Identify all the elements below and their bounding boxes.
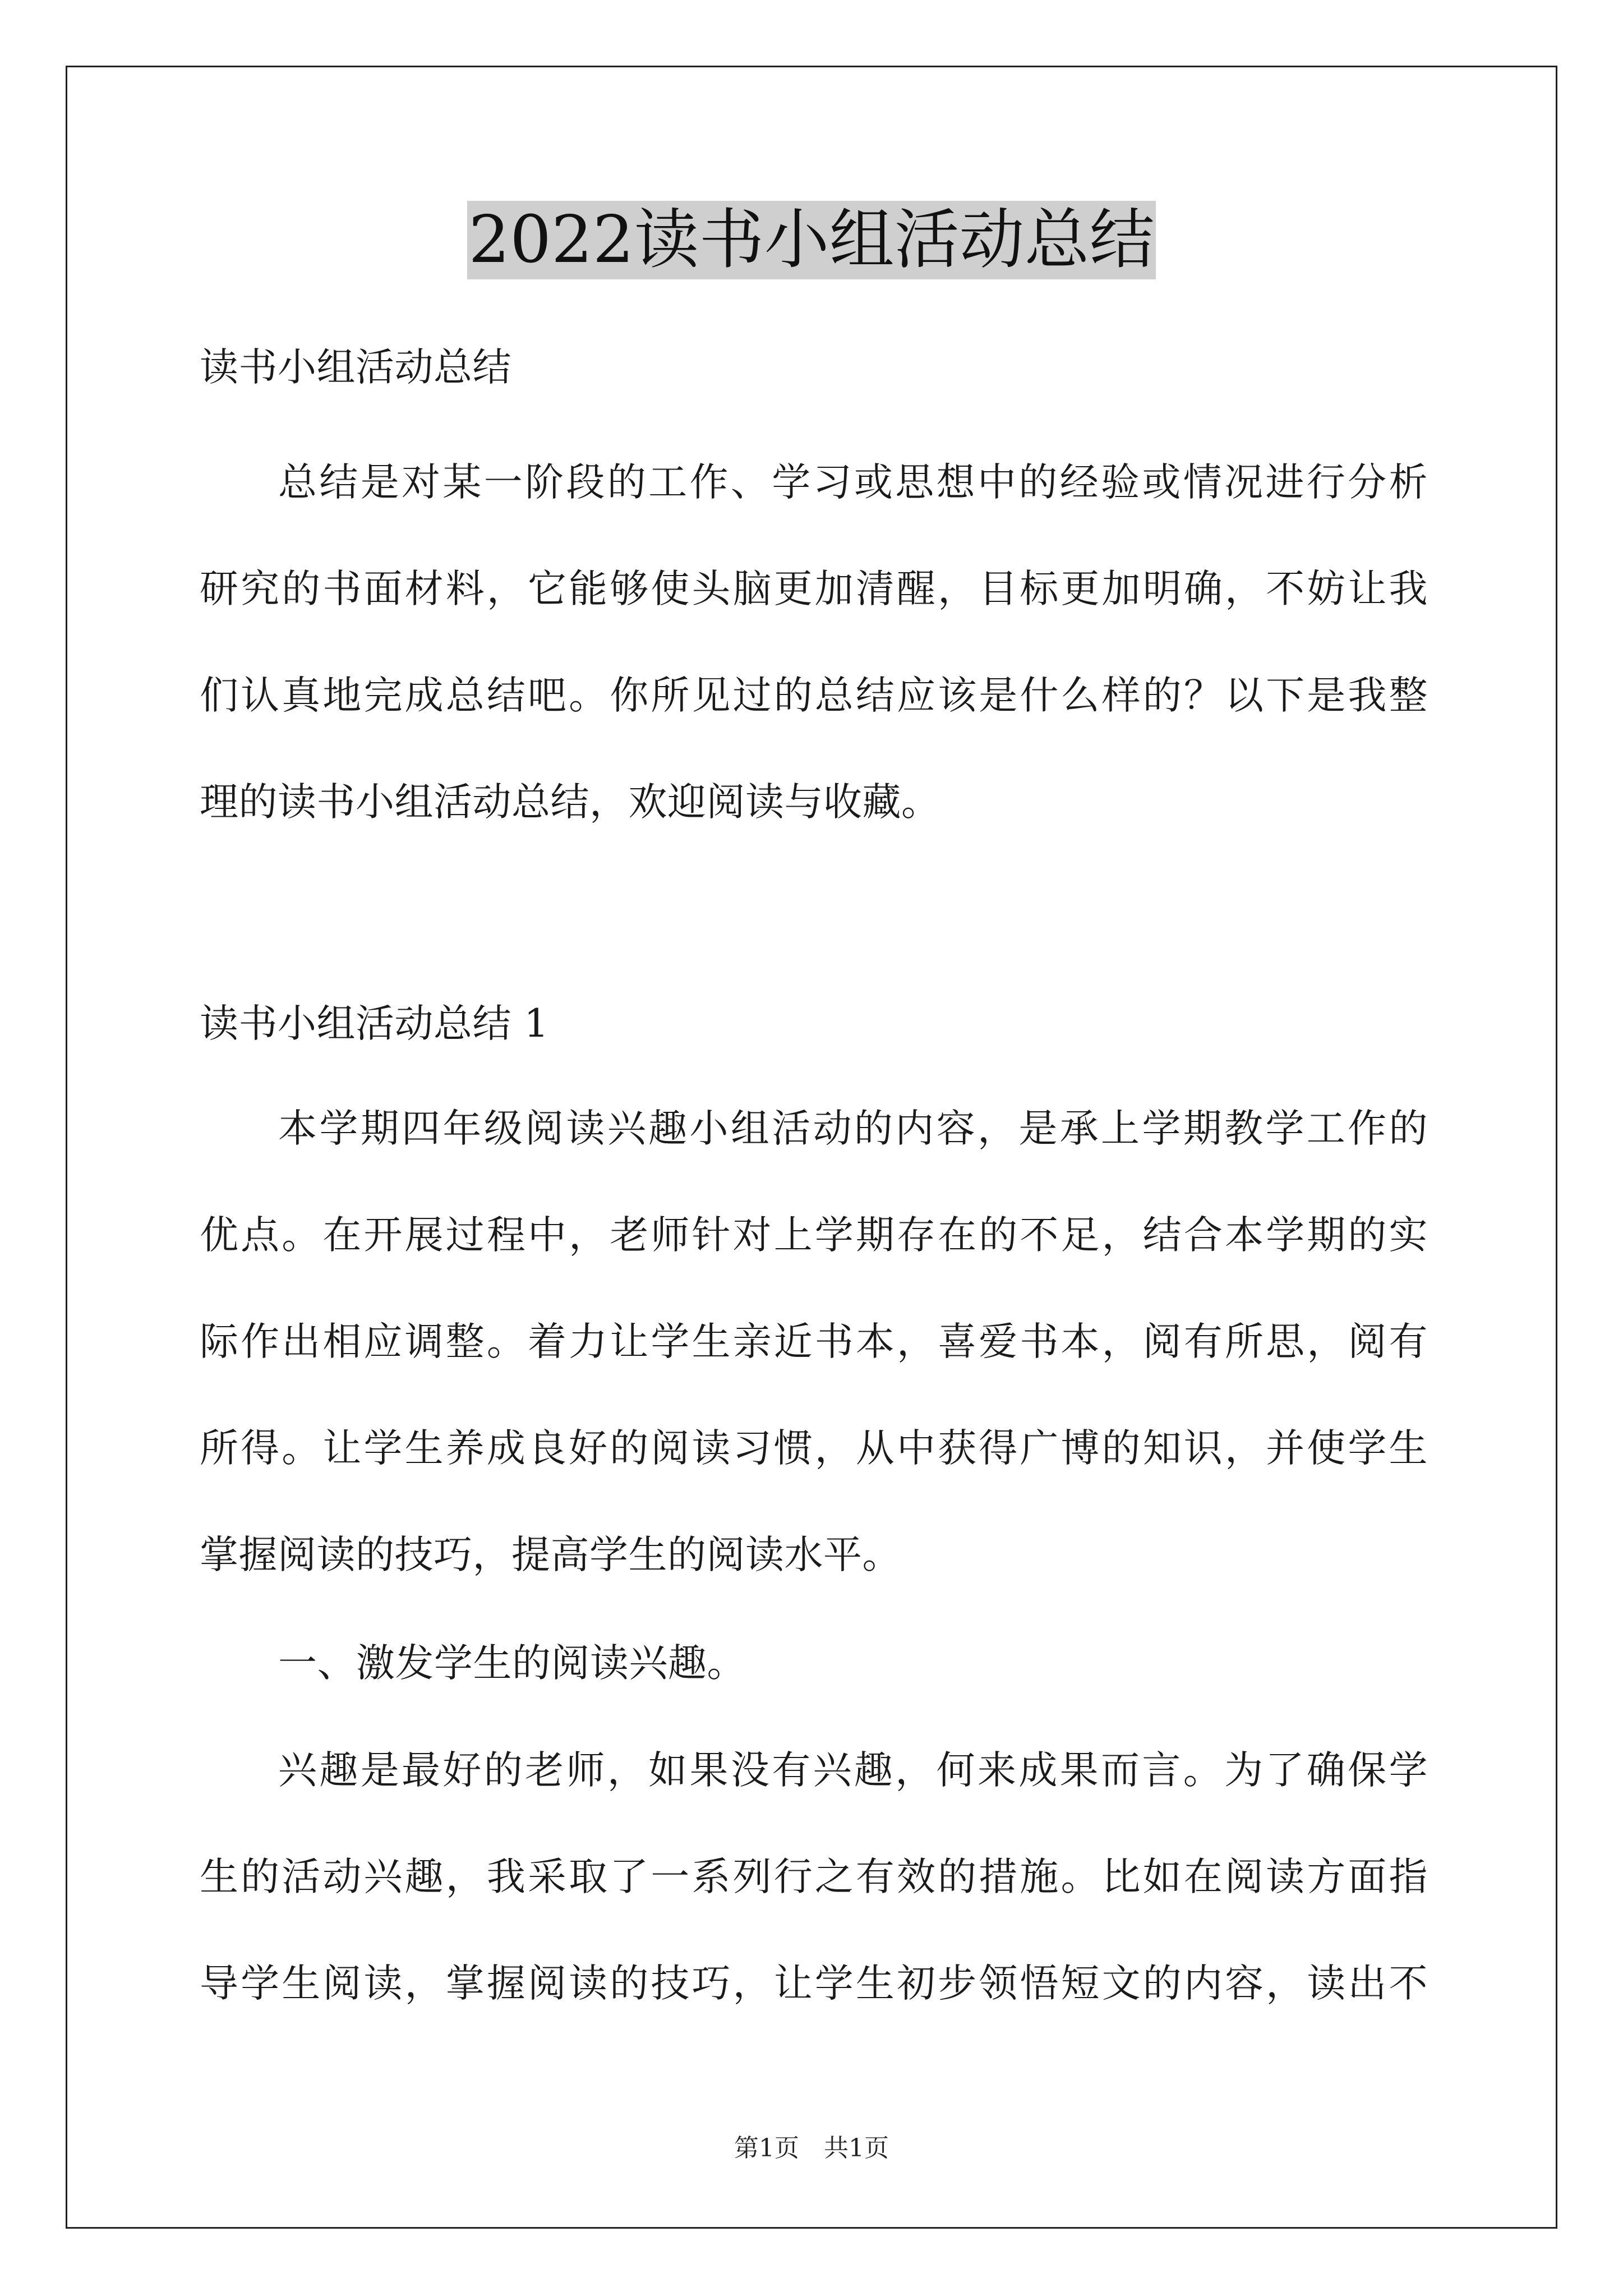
- paragraph-line: 总结是对某一阶段的工作、学习或思想中的经验或情况进行分析: [278, 460, 1428, 505]
- page-number-footer: 第1页 共1页: [734, 2134, 889, 2162]
- paragraph-line: 们认真地完成总结吧。你所见过的总结应该是什么样的？以下是我整: [200, 673, 1428, 718]
- paragraph-line: 生的活动兴趣，我采取了一系列行之有效的措施。比如在阅读方面指: [200, 1855, 1428, 1899]
- paragraph-line: 兴趣是最好的老师，如果没有兴趣，何来成果而言。为了确保学: [278, 1748, 1428, 1793]
- paragraph-line: 际作出相应调整。着力让学生亲近书本，喜爱书本，阅有所思，阅有: [200, 1319, 1428, 1364]
- paragraph-line: 研究的书面材料，它能够使头脑更加清醒，目标更加明确，不妨让我: [200, 567, 1428, 611]
- section-heading: 读书小组活动总结 1: [200, 1001, 549, 1046]
- document-title: 2022读书小组活动总结: [467, 201, 1155, 279]
- paragraph-line: 掌握阅读的技巧，提高学生的阅读水平。: [200, 1533, 901, 1577]
- paragraph-line: 理的读书小组活动总结，欢迎阅读与收藏。: [200, 780, 940, 825]
- paragraph-line: 优点。在开展过程中，老师针对上学期存在的不足，结合本学期的实: [200, 1213, 1428, 1258]
- list-heading: 一、激发学生的阅读兴趣。: [278, 1641, 746, 1686]
- paragraph-line: 本学期四年级阅读兴趣小组活动的内容，是承上学期教学工作的: [278, 1106, 1428, 1151]
- title-container: [0, 201, 1623, 279]
- paragraph-line: 所得。让学生养成良好的阅读习惯，从中获得广博的知识，并使学生: [200, 1426, 1428, 1471]
- paragraph-line: 导学生阅读，掌握阅读的技巧，让学生初步领悟短文的内容，读出不: [200, 1961, 1428, 2006]
- subtitle-line: 读书小组活动总结: [200, 345, 511, 390]
